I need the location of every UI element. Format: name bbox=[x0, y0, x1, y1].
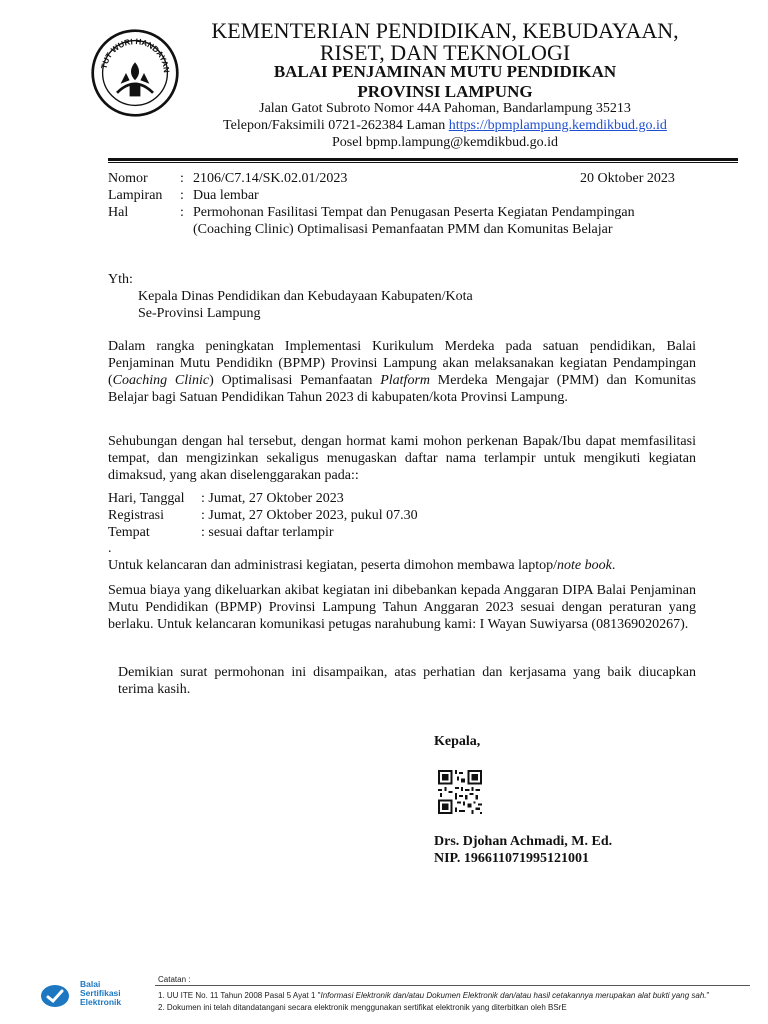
letter-date: 20 Oktober 2023 bbox=[580, 171, 675, 186]
recipient-line1: Kepala Dinas Pendidikan dan Kebudayaan Kabupaten/Kota bbox=[138, 289, 473, 304]
signatory-name: Drs. Djohan Achmadi, M. Ed. bbox=[434, 834, 613, 849]
para1-text-c: Merdeka Mengajar (PMM) dan Komunitas Belajar bagi Satuan Pendidikan Tahun 2023 di kabupaten/kota Provinsi Lampung. bbox=[108, 373, 696, 405]
schedule-place-label: Tempat bbox=[108, 525, 150, 540]
para3-emphasis-notebook: note book bbox=[557, 558, 612, 573]
bsre-name-line1: Balai bbox=[80, 979, 101, 989]
schedule-registration-value: : Jumat, 27 Oktober 2023, pukul 07.30 bbox=[201, 508, 418, 523]
header-rule-thin bbox=[108, 162, 738, 163]
footer-note-1 bbox=[158, 991, 709, 1000]
paragraph-closing: Demikian surat permohonan ini disampaikan, atas perhatian dan kerjasama yang baik diucapkan terima kasih. bbox=[118, 665, 696, 697]
institution-province: PROVINSI LAMPUNG bbox=[357, 82, 533, 101]
footer-catatan-label: Catatan : bbox=[158, 975, 191, 984]
phone-text: Telepon/Faksimili 0721-262384 Laman bbox=[223, 118, 446, 133]
lampiran-value: Dua lembar bbox=[193, 188, 259, 203]
stray-dot: . bbox=[108, 541, 112, 556]
footer-note1-text-b: " bbox=[706, 991, 710, 1000]
para1-emphasis-platform: Platform bbox=[380, 373, 430, 388]
paragraph-intro bbox=[108, 338, 696, 406]
signature-title: Kepala, bbox=[434, 734, 481, 749]
hal-value-line2: (Coaching Clinic) Optimalisasi Pemanfaatan PMM dan Komunitas Belajar bbox=[193, 222, 613, 237]
lampiran-label: Lampiran bbox=[108, 188, 163, 203]
para1-text-a: Dalam rangka peningkatan Implementasi Kurikulum Merdeka pada satuan pendidikan, Balai Penjaminan Mutu Pendidikn (BPMP) Provinsi Lampung akan melaksanakan kegiatan Pendampingan ( bbox=[108, 339, 696, 388]
signatory-nip: NIP. 196611071995121001 bbox=[434, 851, 590, 866]
paragraph-request: Sehubungan dengan hal tersebut, dengan hormat kami mohon perkenan Bapak/Ibu dapat memfasilitasi tempat, dan mengizinkan sekaligus menugaskan daftar nama terlampir untuk mengikuti kegiatan dimaksud, yang akan diselenggarakan pada:: bbox=[108, 434, 696, 483]
ministry-name-line2: RISET, DAN TEKNOLOGI bbox=[319, 40, 571, 65]
footer-note1-emphasis: Informasi Elektronik dan/atau Dokumen Elektronik dan/atau hasil cetakannya merupakan alat bukti yang sah. bbox=[320, 991, 707, 1000]
svg-text:TUT WURI HANDAYANI: TUT WURI HANDAYAN bbox=[99, 37, 171, 74]
para3-text-b: . bbox=[611, 558, 616, 573]
footer-rule bbox=[155, 985, 750, 986]
bsre-name-line2: Sertifikasi bbox=[80, 988, 121, 998]
footer-note-2: 2. Dokumen ini telah ditandatangani secara elektronik menggunakan sertifikat elektronik yang diterbitkan oleh BSrE bbox=[158, 1003, 567, 1012]
nomor-colon: : bbox=[180, 171, 184, 186]
qr-code-icon bbox=[438, 770, 482, 814]
schedule-place-value: : sesuai daftar terlampir bbox=[201, 525, 334, 540]
nomor-value: 2106/C7.14/SK.02.01/2023 bbox=[193, 171, 348, 186]
bsre-name bbox=[80, 980, 121, 1007]
schedule-day-value: : Jumat, 27 Oktober 2023 bbox=[201, 491, 344, 506]
para1-text-b: ) Optimalisasi Pemanfaatan bbox=[209, 373, 381, 388]
lampiran-colon: : bbox=[180, 188, 184, 203]
website-link[interactable]: https://bpmplampung.kemdikbud.go.id bbox=[448, 118, 667, 133]
hal-value-line1: Permohonan Fasilitasi Tempat dan Penugasan Peserta Kegiatan Pendampingan bbox=[193, 205, 635, 220]
contact-line bbox=[195, 118, 695, 134]
header-rule-thick bbox=[108, 158, 738, 161]
hal-label: Hal bbox=[108, 205, 129, 220]
nomor-label: Nomor bbox=[108, 171, 148, 186]
bsre-name-line3: Elektronik bbox=[80, 997, 122, 1007]
ministry-name-line1: KEMENTERIAN PENDIDIKAN, KEBUDAYAAN, bbox=[211, 18, 679, 43]
tut-wuri-handayani-logo bbox=[90, 28, 180, 118]
para3-text-a: Untuk kelancaran dan administrasi kegiatan, peserta dimohon membawa laptop/ bbox=[108, 558, 558, 573]
recipient-salutation: Yth: bbox=[108, 272, 133, 287]
footer-note1-text-a: 1. UU ITE No. 11 Tahun 2008 Pasal 5 Ayat 1 " bbox=[158, 991, 321, 1000]
bsre-logo-icon bbox=[40, 983, 70, 1009]
email-line: Posel bpmp.lampung@kemdikbud.go.id bbox=[332, 135, 558, 150]
schedule-day-label: Hari, Tanggal bbox=[108, 491, 185, 506]
institution-name: BALAI PENJAMINAN MUTU PENDIDIKAN bbox=[273, 62, 617, 81]
recipient-line2: Se-Provinsi Lampung bbox=[138, 306, 261, 321]
hal-colon: : bbox=[180, 205, 184, 220]
address: Jalan Gatot Subroto Nomor 44A Pahoman, Bandarlampung 35213 bbox=[259, 101, 631, 116]
paragraph-budget: Semua biaya yang dikeluarkan akibat kegiatan ini dibebankan kepada Anggaran DIPA Balai Penjaminan Mutu Pendidikan (BPMP) Provinsi Lampung Tahun Anggaran 2023 sesuai dengan peraturan yang berlaku. Untuk kelancaran komunikasi petugas narahubung kami: I Wayan Suwiyarsa (081369020267). bbox=[108, 583, 696, 632]
schedule-registration-label: Registrasi bbox=[108, 508, 164, 523]
para1-emphasis-coaching: Coaching Clinic bbox=[112, 373, 210, 388]
paragraph-laptop bbox=[108, 557, 615, 574]
